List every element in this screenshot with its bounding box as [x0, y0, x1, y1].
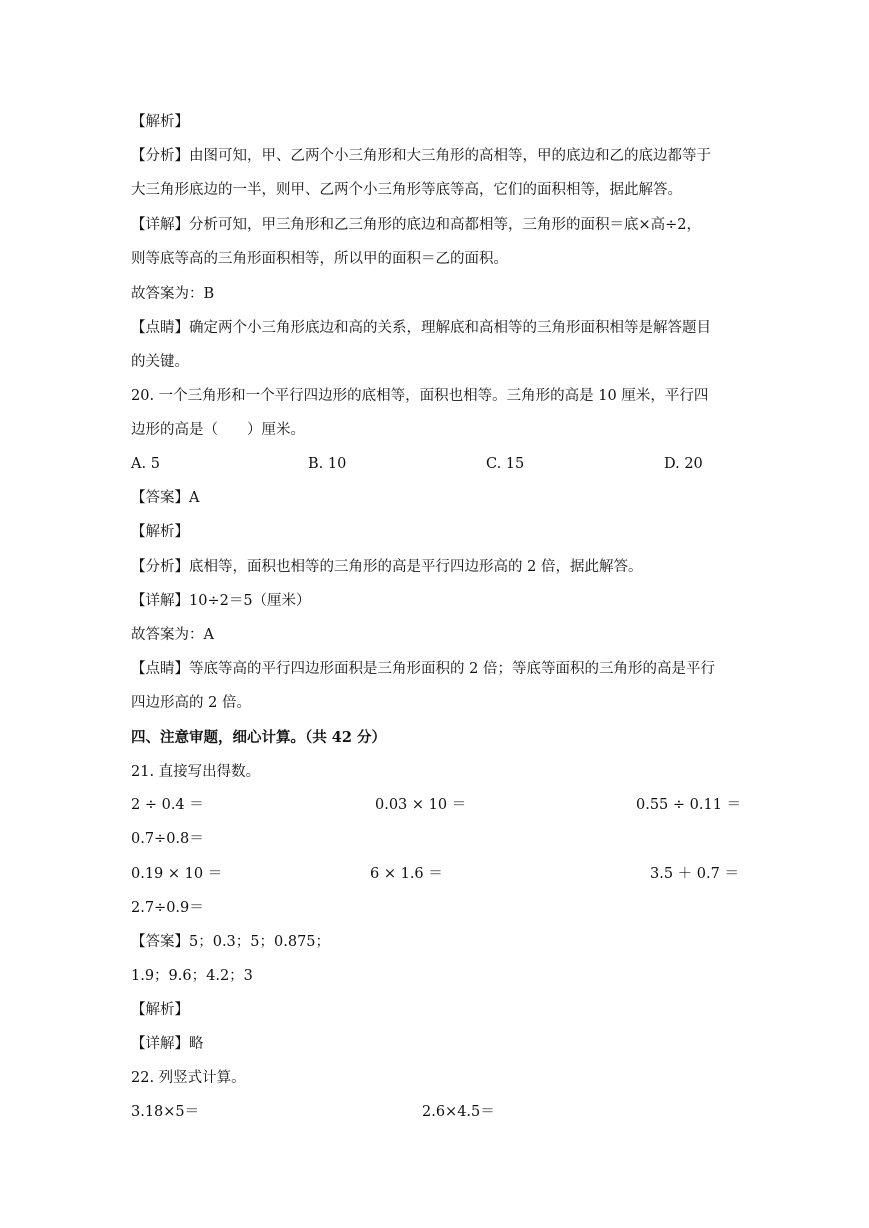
q21-row3-item2: 6 × 1.6 ＝ [370, 866, 443, 882]
q19-xiangjie-line2: 则等底等高的三角形面积相等，所以甲的面积＝乙的面积。 [131, 251, 508, 267]
q20-option-b: B. 10 [308, 456, 347, 472]
q20-answer-text: 故答案为：A [131, 627, 214, 643]
q19-xiangjie-line1: 【详解】分析可知，甲三角形和乙三角形的底边和高都相等，三角形的面积＝底×高÷2， [131, 217, 702, 233]
q20-stem-line2: 边形的高是（ ）厘米。 [131, 422, 305, 438]
q21-row3-item1: 0.19 × 10 ＝ [131, 866, 223, 882]
q22-item2: 2.6×4.5＝ [422, 1104, 495, 1120]
q21-answer-line2: 1.9；9.6；4.2；3 [131, 968, 253, 984]
q21-row1-item3: 0.55 ÷ 0.11 ＝ [636, 797, 742, 813]
q22-item1: 3.18×5＝ [131, 1104, 200, 1120]
q21-row1-item1: 2 ÷ 0.4 ＝ [131, 797, 204, 813]
q20-option-d: D. 20 [664, 456, 703, 472]
q21-row1-item2: 0.03 × 10 ＝ [375, 797, 467, 813]
q19-fenxi-line2: 大三角形底边的一半，则甲、乙两个小三角形等底等高，它们的面积相等，据此解答。 [131, 182, 682, 198]
q21-xiangjie: 【详解】略 [131, 1036, 204, 1052]
q20-dianjing-line2: 四边形高的 2 倍。 [131, 695, 251, 711]
q20-option-c: C. 15 [486, 456, 525, 472]
q19-dianjing-line1: 【点睛】确定两个小三角形底边和高的关系，理解底和高相等的三角形面积相等是解答题目 [131, 320, 711, 336]
q20-dianjing-line1: 【点睛】等底等高的平行四边形面积是三角形面积的 2 倍；等底等面积的三角形的高是平行 [131, 661, 715, 677]
q21-stem: 21. 直接写出得数。 [131, 764, 261, 780]
section4-title: 四、注意审题，细心计算。（共 42 分） [131, 729, 387, 746]
q20-answer: 【答案】A [131, 490, 200, 506]
q21-row3-item3: 3.5 ＋ 0.7 ＝ [650, 866, 739, 882]
q21-analysis-heading: 【解析】 [131, 1002, 189, 1018]
q20-option-a: A. 5 [131, 456, 160, 472]
q19-dianjing-line2: 的关键。 [131, 354, 189, 370]
q21-row2: 0.7÷0.8＝ [131, 831, 204, 847]
q20-fenxi: 【分析】底相等，面积也相等的三角形的高是平行四边形高的 2 倍，据此解答。 [131, 559, 643, 575]
q19-fenxi-line1: 【分析】由图可知，甲、乙两个小三角形和大三角形的高相等，甲的底边和乙的底边都等于 [131, 148, 711, 164]
q20-xiangjie: 【详解】10÷2＝5（厘米） [131, 593, 311, 609]
q20-analysis-heading: 【解析】 [131, 524, 189, 540]
q19-answer-text: 故答案为：B [131, 286, 215, 302]
q22-stem: 22. 列竖式计算。 [131, 1070, 246, 1086]
q21-row4: 2.7÷0.9＝ [131, 900, 204, 916]
q19-analysis-heading: 【解析】 [131, 114, 189, 130]
q21-answer-line1: 【答案】5；0.3；5；0.875； [131, 934, 331, 950]
q20-stem-line1: 20. 一个三角形和一个平行四边形的底相等，面积也相等。三角形的高是 10 厘米，平行四 [131, 388, 709, 404]
